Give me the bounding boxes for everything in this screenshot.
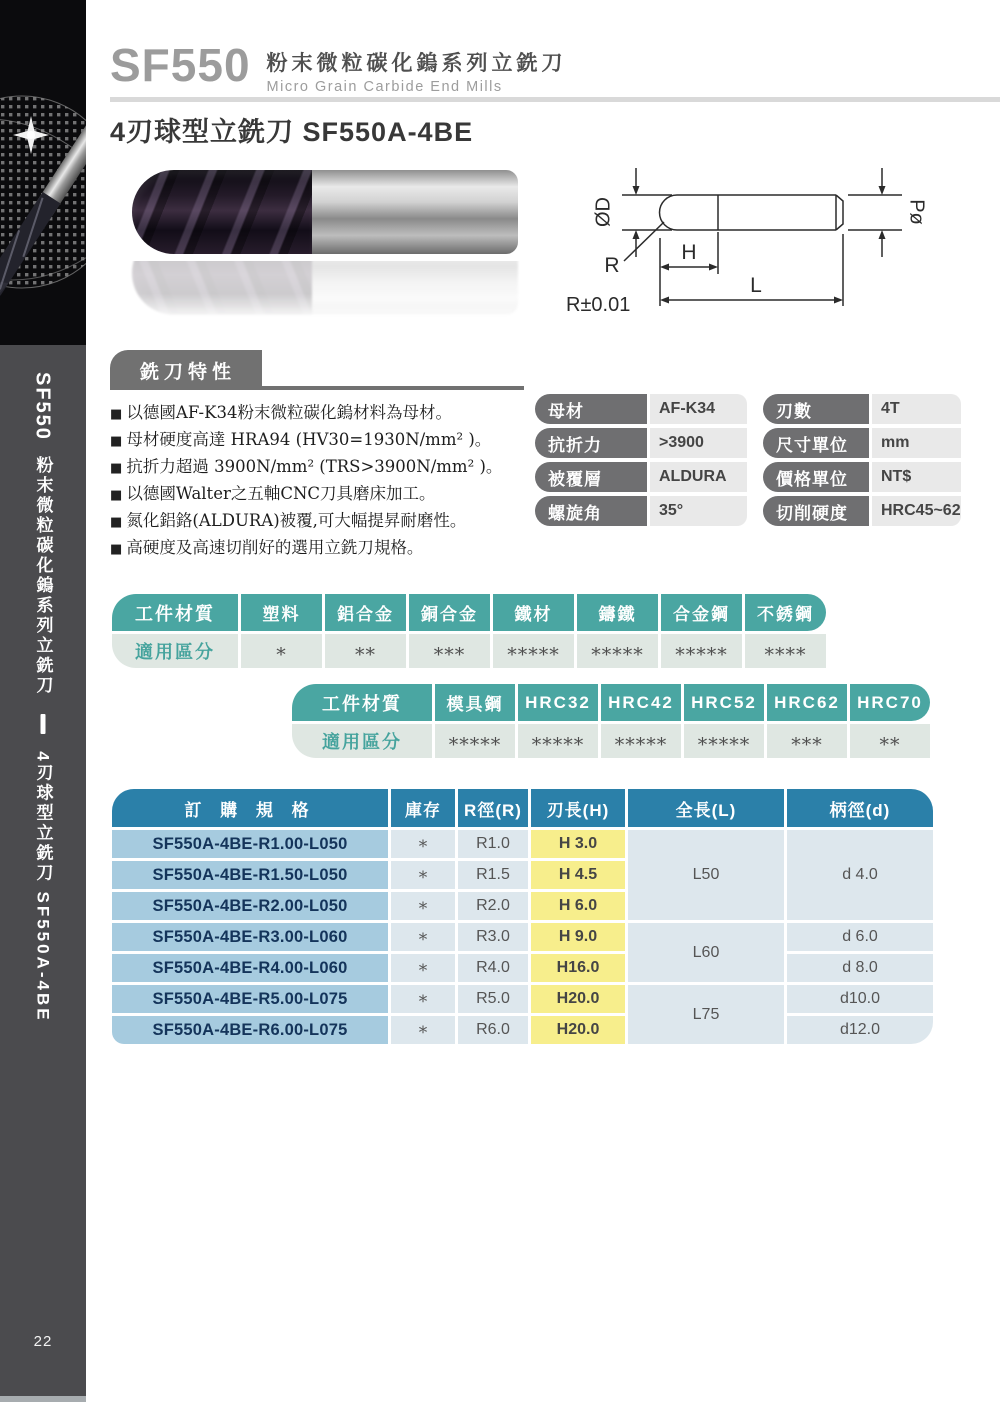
dim-label-R: R — [604, 254, 620, 277]
flute-length-cell: H20.0 — [531, 985, 625, 1013]
spec-row: 被覆層 ALDURA — [535, 462, 747, 492]
feature-item: ■ 以德國Walter之五軸CNC刀具磨床加工。 — [110, 483, 524, 505]
mat2-rating: ***** — [684, 724, 764, 758]
order-header-flute-length: 刃長(H) — [531, 789, 625, 827]
shank-cell: d10.0 — [787, 985, 933, 1013]
side-rail — [0, 0, 86, 1402]
mat1-rating: ***** — [661, 634, 742, 668]
radius-cell: R1.0 — [458, 830, 528, 858]
features-heading-row — [110, 350, 524, 390]
features-list — [110, 402, 524, 559]
mat1-col: 塑料 — [241, 594, 322, 631]
mat1-col: 不銹鋼 — [745, 594, 826, 631]
flute-length-cell: H 4.5 — [531, 861, 625, 889]
radius-cell: R4.0 — [458, 954, 528, 982]
features-section — [110, 350, 524, 564]
flute-length-cell: H 3.0 — [531, 830, 625, 858]
overall-length-cell: L60 — [628, 923, 784, 982]
dim-label-H: H — [681, 241, 697, 264]
spec-row: 尺寸單位 mm — [763, 428, 961, 458]
spec-table-left — [535, 394, 747, 526]
flute-length-cell: H 9.0 — [531, 923, 625, 951]
mat1-rating: ** — [325, 634, 406, 668]
mat1-col: 鐵材 — [493, 594, 574, 631]
model-cell: SF550A-4BE-R1.50-L050 — [112, 861, 388, 889]
mat1-rating: ***** — [493, 634, 574, 668]
stock-cell: * — [391, 985, 455, 1013]
rail-series-label: SF550 — [31, 372, 54, 441]
shank-cell: d12.0 — [787, 1016, 933, 1044]
mat2-col: HRC32 — [518, 684, 598, 721]
series-code: SF550 — [110, 39, 251, 91]
spec-row: 螺旋角 35° — [535, 496, 747, 526]
end-mill-reflection — [130, 261, 522, 321]
mat2-col: HRC42 — [601, 684, 681, 721]
mat2-rating: ***** — [518, 724, 598, 758]
rail-bottom-strip — [0, 1396, 86, 1402]
radius-cell: R5.0 — [458, 985, 528, 1013]
stock-cell: * — [391, 1016, 455, 1044]
mat2-rating: ***** — [601, 724, 681, 758]
series-subtitle-en: Micro Grain Carbide End Mills — [266, 79, 503, 95]
mat1-col: 合金鋼 — [661, 594, 742, 631]
stock-cell: * — [391, 923, 455, 951]
mat2-col: 模具鋼 — [435, 684, 515, 721]
flute-length-cell: H16.0 — [531, 954, 625, 982]
flute-length-cell: H 6.0 — [531, 892, 625, 920]
shank-cell: d 4.0 — [787, 830, 933, 920]
mat2-col: HRC70 — [850, 684, 930, 721]
spec-row: 刃數 4T — [763, 394, 961, 424]
rail-product-label: 4刃球型立銑刀 SF550A-4BE — [33, 751, 53, 1023]
header-rule — [110, 97, 1000, 102]
carbide-sphere-art — [0, 0, 86, 345]
mat2-rating: *** — [767, 724, 847, 758]
series-subtitle — [267, 44, 567, 95]
mat2-col: HRC52 — [684, 684, 764, 721]
mat1-rating: ***** — [577, 634, 658, 668]
model-cell: SF550A-4BE-R5.00-L075 — [112, 985, 388, 1013]
model-cell: SF550A-4BE-R2.00-L050 — [112, 892, 388, 920]
order-header-overall-length: 全長(L) — [628, 789, 784, 827]
spec-row: 抗折力 >3900 — [535, 428, 747, 458]
mat1-col: 鑄鐵 — [577, 594, 658, 631]
shank-cell: d 8.0 — [787, 954, 933, 982]
order-header-stock: 庫存 — [391, 789, 455, 827]
spec-row: 價格單位 NT$ — [763, 462, 961, 492]
end-mill-image — [130, 164, 522, 260]
radius-cell: R3.0 — [458, 923, 528, 951]
shank-cell: d 6.0 — [787, 923, 933, 951]
feature-item: ■ 高硬度及高速切削好的選用立銑刀規格。 — [110, 537, 524, 559]
mold-steel-hardness-table — [292, 684, 930, 758]
dim-label-R-tolerance: R±0.01 — [566, 294, 631, 316]
features-heading-line — [262, 386, 524, 390]
end-mill-flutes — [132, 170, 314, 254]
header-brand — [110, 39, 567, 95]
stock-cell: * — [391, 830, 455, 858]
radius-cell: R6.0 — [458, 1016, 528, 1044]
model-cell: SF550A-4BE-R4.00-L060 — [112, 954, 388, 982]
mat1-col: 鋁合金 — [325, 594, 406, 631]
mat2-row-label: 適用區分 — [292, 724, 432, 758]
page-content — [86, 0, 1000, 1402]
feature-item: ■ 以德國AF-K34粉末微粒碳化鎢材料為母材。 — [110, 402, 524, 424]
spec-row: 切削硬度 HRC45~62 — [763, 496, 961, 526]
order-header-radius: R徑(R) — [458, 789, 528, 827]
order-spec-table — [112, 789, 933, 1044]
model-cell: SF550A-4BE-R1.00-L050 — [112, 830, 388, 858]
model-cell: SF550A-4BE-R3.00-L060 — [112, 923, 388, 951]
stock-cell: * — [391, 892, 455, 920]
dim-label-P: Pø — [905, 199, 928, 225]
dim-label-L: L — [750, 274, 762, 297]
spec-tables — [535, 394, 961, 526]
stock-cell: * — [391, 861, 455, 889]
spec-row: 母材 AF-K34 — [535, 394, 747, 424]
model-cell: SF550A-4BE-R6.00-L075 — [112, 1016, 388, 1044]
mat2-corner: 工件材質 — [292, 684, 432, 721]
workpiece-material-table — [112, 594, 826, 668]
features-heading-tab: 銑刀特性 — [110, 350, 262, 390]
rail-series-desc: 粉末微粒碳化鎢系列立銑刀 — [33, 456, 53, 697]
mat1-row-label: 適用區分 — [112, 634, 238, 668]
end-mill-shank — [312, 170, 518, 254]
mat1-rating: * — [241, 634, 322, 668]
mat1-rating: **** — [745, 634, 826, 668]
spec-table-right — [763, 394, 961, 526]
mat1-corner: 工件材質 — [112, 594, 238, 631]
page-number: 22 — [33, 1333, 53, 1350]
rail-vertical-title — [31, 372, 56, 1023]
order-header-shank: 柄徑(d) — [787, 789, 933, 827]
radius-cell: R2.0 — [458, 892, 528, 920]
series-subtitle-zh: 粉末微粒碳化鎢系列立銑刀 — [266, 51, 567, 75]
feature-item: ■ 母材硬度高達 HRA94 (HV30=1930N/mm² )。 — [110, 429, 524, 451]
feature-item: ■ 抗折力超過 3900N/mm² (TRS>3900N/mm² )。 — [110, 456, 524, 478]
mat1-rating: *** — [409, 634, 490, 668]
mat2-col: HRC62 — [767, 684, 847, 721]
page-title: 4刃球型立銑刀 SF550A-4BE — [110, 117, 474, 147]
mat2-rating: ** — [850, 724, 930, 758]
overall-length-cell: L50 — [628, 830, 784, 920]
stock-cell: * — [391, 954, 455, 982]
mat1-col: 銅合金 — [409, 594, 490, 631]
mat2-rating: ***** — [435, 724, 515, 758]
order-header-model: 訂 購 規 格 — [112, 789, 388, 827]
dim-label-D: ØD — [592, 197, 615, 227]
overall-length-cell: L75 — [628, 985, 784, 1044]
flute-length-cell: H20.0 — [531, 1016, 625, 1044]
product-photo — [130, 164, 522, 314]
dimension-drawing — [564, 148, 988, 316]
rail-divider-bar — [40, 714, 45, 734]
feature-item: ■ 氮化鋁鉻(ALDURA)被覆,可大幅提昇耐磨性。 — [110, 510, 524, 532]
radius-cell: R1.5 — [458, 861, 528, 889]
